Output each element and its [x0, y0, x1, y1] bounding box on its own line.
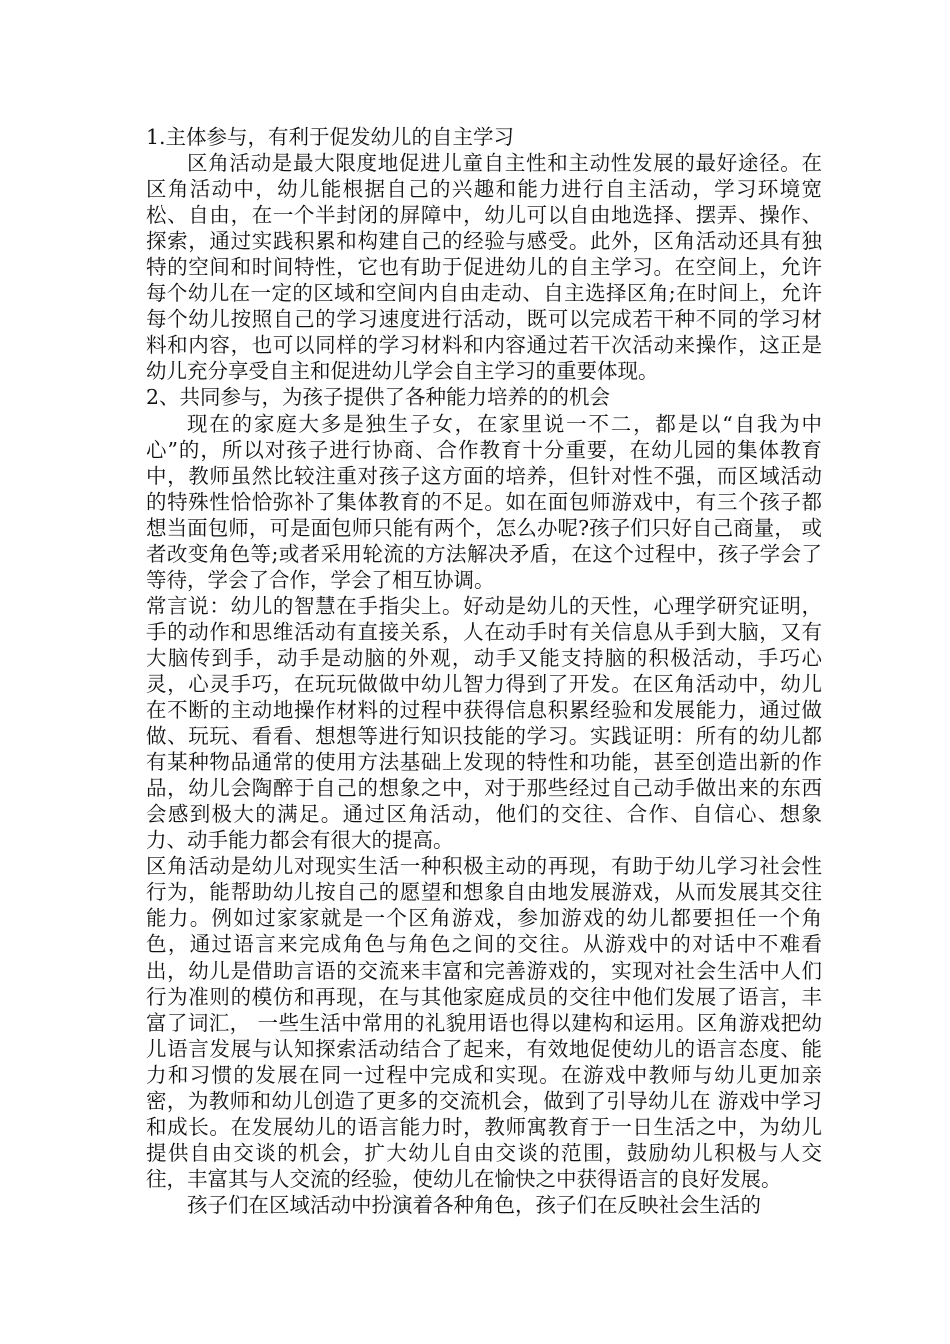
paragraph-autonomous-learning: 区角活动是最大限度地促进儿童自主性和主动性发展的最好途径。在区角活动中，幼儿能根据自己的兴趣和能力进行自主活动，学习环境宽松、自由，在一个半封闭的屏障中，幼儿可以自由地选择、摆弄、操作、探索，通过实践积累和构建自己的经验与感受。此外，区角活动还具有独特的空间和时间特性，它也有助于促进幼儿的自主学习。在空间上，允许每个幼儿在一定的区域和空间内自由走动、自主选择区角;在时间上，允许每个幼儿按照自己的学习速度进行活动，既可以完成若干种不同的学习材料和内容，也可以同样的学习材料和内容通过若干次活动来操作，这正是幼儿充分享受自主和促进幼儿学会自主学习的重要体现。	[146, 151, 822, 384]
document-body	[146, 124, 822, 1218]
paragraph-language-development: 区角活动是幼儿对现实生活一种积极主动的再现，有助于幼儿学习社会性行为，能帮助幼儿按自己的愿望和想象自由地发展游戏，从而发展其交往能力。例如过家家就是一个区角游戏，参加游戏的幼儿都要担任一个角色，通过语言来完成角色与角色之间的交往。从游戏中的对话中不难看出，幼儿是借助言语的交流来丰富和完善游戏的，实现对社会生活中人们行为准则的模仿和再现，在与其他家庭成员的交往中他们发展了语言，丰富了词汇， 一些生活中常用的礼貌用语也得以建构和运用。区角游戏把幼儿语言发展与认知探索活动结合了起来，有效地促使幼儿的语言态度、能力和习惯的发展在同一过程中完成和实现。在游戏中教师与幼儿更加亲密，为教师和幼儿创造了更多的交流机会，做到了引导幼儿在 游戏中学习和成长。在发展幼儿的语言能力时，教师寓教育于一日生活之中，为幼儿提供自由交谈的机会，扩大幼儿自由交谈的范围，鼓励幼儿积极与人交往，丰富其与人交流的经验，使幼儿在愉快之中获得语言的良好发展。	[146, 854, 822, 1191]
paragraph-hands-on: 常言说：幼儿的智慧在手指尖上。好动是幼儿的天性，心理学研究证明，手的动作和思维活动有直接关系，人在动手时有关信息从手到大脑，又有大脑传到手，动手是动脑的外观，动手又能支持脑的积极活动，手巧心灵，心灵手巧，在玩玩做做中幼儿智力得到了开发。在区角活动中，幼儿在不断的主动地操作材料的过程中获得信息积累经验和发展能力，通过做做、玩玩、看看、想想等进行知识技能的学习。实践证明：所有的幼儿都有某种物品通常的使用方法基础上发现的特性和功能，甚至创造出新的作品，幼儿会陶醉于自己的想象之中，对于那些经过自己动手做出来的东西会感到极大的满足。通过区角活动，他们的交往、合作、自信心、想象力、动手能力都会有很大的提高。	[146, 593, 822, 853]
section-heading-2: 2、共同参与，为孩子提供了各种能力培养的的机会	[146, 385, 611, 410]
paragraph-cooperation: 现在的家庭大多是独生子女，在家里说一不二，都是以“自我为中心”的，所以对孩子进行协商、合作教育十分重要，在幼儿园的集体教育中，教师虽然比较注重对孩子这方面的培养，但针对性不强，而区域活动的特殊性恰恰弥补了集体教育的不足。如在面包师游戏中，有三个孩子都想当面包师，可是面包师只能有两个，怎么办呢?孩子们只好自己商量， 或者改变角色等;或者采用轮流的方法解决矛盾，在这个过程中，孩子学会了等待，学会了合作，学会了相互协调。	[146, 411, 822, 592]
paragraph-role-play: 孩子们在区域活动中扮演着各种角色，孩子们在反映社会生活的	[187, 1192, 761, 1217]
section-heading-1: 1.主体参与，有利于促发幼儿的自主学习	[146, 125, 515, 149]
